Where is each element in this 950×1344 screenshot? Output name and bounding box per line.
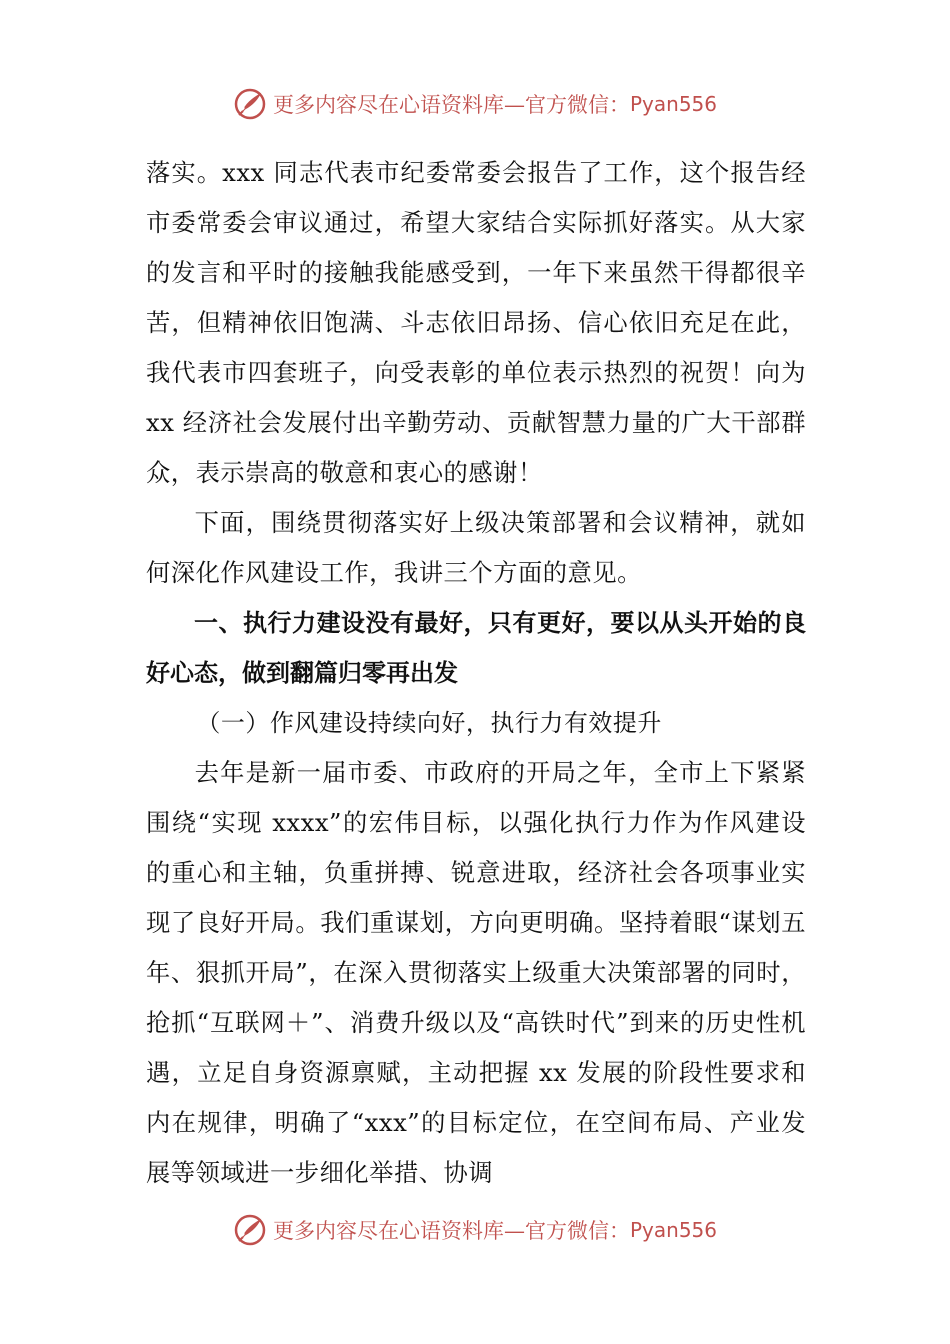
watermark-id: Pyan556 <box>629 92 717 116</box>
quill-logo-icon <box>233 87 267 121</box>
paragraph-1: 落实。xxx 同志代表市纪委常委会报告了工作，这个报告经市委常委会审议通过，希望大家结合实际抓好落实。从大家的发言和平时的接触我能感受到，一年下来虽然干得都很辛苦，但精神依旧饱满、斗志依旧昂扬、信心依旧充足在此，我代表市四套班子，向受表彰的单位表示热烈的祝贺！向为 xx 经济社会发展付出辛勤劳动、贡献智慧力量的广大干部群众，表示崇高的敬意和衷心的感谢！ <box>146 158 806 487</box>
watermark-text: 更多内容尽在心语资料库—官方微信： <box>272 1219 630 1243</box>
section-heading-1: 一、执行力建设没有最好，只有更好，要以从头开始的良好心态，做到翻篇归零再出发 <box>146 609 806 687</box>
paragraph-3: 去年是新一届市委、市政府的开局之年，全市上下紧紧围绕“实现 xxxx”的宏伟目标，以强化执行力作为作风建设的重心和主轴，负重拼搏、锐意进取，经济社会各项事业实现了良好开局。我们重谋划，方向更明确。坚持着眼“谋划五年、狠抓开局”，在深入贯彻落实上级重大决策部署的同时，抢抓“互联网＋”、消费升级以及“高铁时代”到来的历史性机遇，立足自身资源禀赋，主动把握 xx 发展的阶段性要求和内在规律，明确了“xxx”的目标定位，在空间布局、产业发展等领域进一步细化举措、协调 <box>146 758 806 1187</box>
watermark-banner-top <box>0 84 950 124</box>
watermark-text: 更多内容尽在心语资料库—官方微信： <box>272 93 630 117</box>
paragraph-2: 下面，围绕贯彻落实好上级决策部署和会议精神，就如何深化作风建设工作，我讲三个方面的意见。 <box>146 508 806 587</box>
watermark-banner-bottom <box>0 1210 950 1250</box>
subsection-heading-1: （一）作风建设持续向好，执行力有效提升 <box>196 709 662 737</box>
watermark-id: Pyan556 <box>629 1218 717 1242</box>
document-body <box>146 148 806 1198</box>
quill-logo-icon <box>233 1213 267 1247</box>
